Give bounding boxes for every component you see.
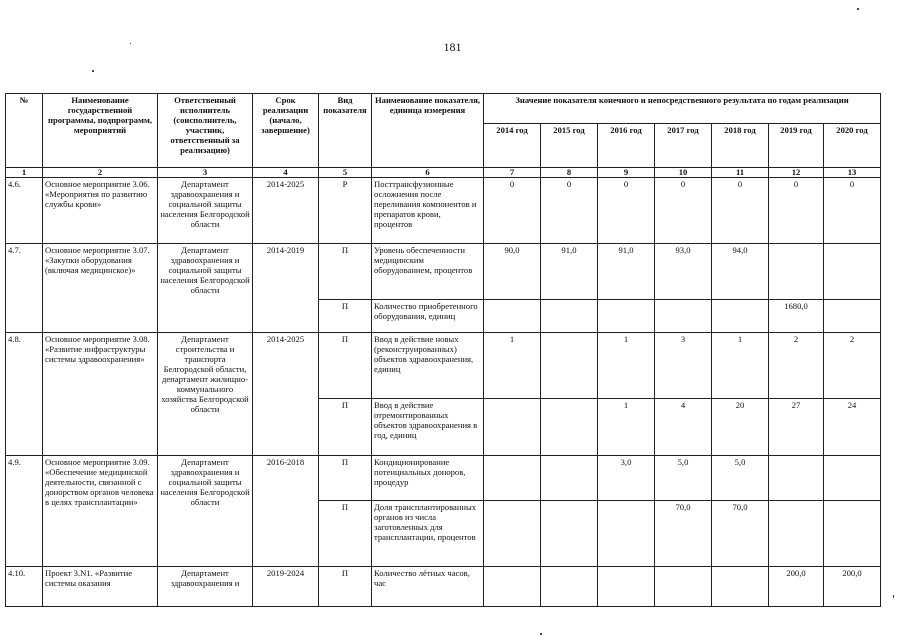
col-number: 5 xyxy=(319,168,372,178)
row-value: 90,0 xyxy=(484,244,541,300)
row-value: 0 xyxy=(541,178,598,244)
row-value: 1680,0 xyxy=(769,300,824,333)
row-indicator: Кондиционирование потенциальных доноров, процедур xyxy=(372,456,484,501)
row-executor: Департамент здравоохранения и социальной защиты населения Белгородской области xyxy=(158,178,253,244)
header-row xyxy=(6,94,881,124)
row-value xyxy=(655,300,712,333)
row-num: 4.9. xyxy=(6,456,43,567)
row-value: 20 xyxy=(712,399,769,456)
row-value: 0 xyxy=(484,178,541,244)
row-value: 2 xyxy=(769,333,824,399)
col-number: 9 xyxy=(598,168,655,178)
col-number: 10 xyxy=(655,168,712,178)
indicator-table xyxy=(5,93,881,607)
row-indicator: Количество лётных часов, час xyxy=(372,567,484,607)
row-term: 2019-2024 xyxy=(253,567,319,607)
row-value: 200,0 xyxy=(769,567,824,607)
row-term: 2014-2025 xyxy=(253,333,319,456)
row-value: 0 xyxy=(824,178,881,244)
row-value: 1 xyxy=(598,399,655,456)
row-term: 2014-2025 xyxy=(253,178,319,244)
row-name: Основное мероприятие 3.08. «Развитие инфраструктуры системы здравоохранения» xyxy=(43,333,158,456)
header-term: Срок реализации (начало, завершение) xyxy=(253,94,319,168)
row-kind: П xyxy=(319,244,372,300)
row-term: 2014-2019 xyxy=(253,244,319,333)
row-value xyxy=(541,501,598,567)
row-value xyxy=(541,456,598,501)
row-kind: П xyxy=(319,567,372,607)
row-indicator: Ввод в действие новых (реконструированных) объектов здравоохранения, единиц xyxy=(372,333,484,399)
row-value: 1 xyxy=(484,333,541,399)
row-value: 2 xyxy=(824,333,881,399)
row-value xyxy=(824,501,881,567)
row-value: 4 xyxy=(655,399,712,456)
row-value xyxy=(712,300,769,333)
col-number: 3 xyxy=(158,168,253,178)
row-kind: П xyxy=(319,501,372,567)
scan-speck xyxy=(540,633,542,635)
row-executor: Департамент здравоохранения и социальной защиты населения Белгородской области xyxy=(158,244,253,333)
table-row xyxy=(6,178,881,244)
col-number: 11 xyxy=(712,168,769,178)
row-num: 4.10. xyxy=(6,567,43,607)
row-value xyxy=(484,567,541,607)
row-value: 70,0 xyxy=(712,501,769,567)
row-value: 27 xyxy=(769,399,824,456)
row-value xyxy=(655,567,712,607)
row-value xyxy=(541,567,598,607)
header-name: Наименование государственной программы, подпрограмм, мероприятий xyxy=(43,94,158,168)
table-row xyxy=(6,456,881,501)
col-number: 8 xyxy=(541,168,598,178)
row-value xyxy=(484,456,541,501)
row-value: 1 xyxy=(598,333,655,399)
scan-speck xyxy=(92,70,94,72)
row-value xyxy=(824,300,881,333)
row-value xyxy=(769,501,824,567)
header-year: 2015 год xyxy=(541,124,598,168)
header-executor: Ответственный исполнитель (соисполнитель, участник, ответственный за реализацию) xyxy=(158,94,253,168)
row-executor: Департамент здравоохранения и социальной защиты населения Белгородской области xyxy=(158,456,253,567)
row-kind: Р xyxy=(319,178,372,244)
header-values: Значение показателя конечного и непосредственного результата по годам реализации xyxy=(484,94,881,124)
row-value xyxy=(541,300,598,333)
header-year: 2020 год xyxy=(824,124,881,168)
scan-speck xyxy=(130,43,131,44)
row-value: 91,0 xyxy=(598,244,655,300)
header-year: 2014 год xyxy=(484,124,541,168)
header-year: 2019 год xyxy=(769,124,824,168)
row-executor: Департамент строительства и транспорта Белгородской области, департамент жилищно-коммунального хозяйства Белгородской области xyxy=(158,333,253,456)
header-year: 2017 год xyxy=(655,124,712,168)
row-value xyxy=(484,300,541,333)
row-value xyxy=(484,501,541,567)
table-row xyxy=(6,244,881,300)
row-value: 3 xyxy=(655,333,712,399)
col-number: 13 xyxy=(824,168,881,178)
row-value: 200,0 xyxy=(824,567,881,607)
col-number: 1 xyxy=(6,168,43,178)
row-name: Основное мероприятие 3.06. «Мероприятия по развитию службы крови» xyxy=(43,178,158,244)
row-name: Основное мероприятие 3.07. «Закупки оборудования (включая медицинское)» xyxy=(43,244,158,333)
row-indicator: Количество приобретенного оборудования, единиц xyxy=(372,300,484,333)
row-value xyxy=(541,333,598,399)
table-row xyxy=(6,333,881,399)
row-value xyxy=(598,567,655,607)
row-num: 4.8. xyxy=(6,333,43,456)
header-kind: Вид показателя xyxy=(319,94,372,168)
row-kind: П xyxy=(319,399,372,456)
col-number: 12 xyxy=(769,168,824,178)
row-value xyxy=(769,456,824,501)
row-value: 24 xyxy=(824,399,881,456)
row-value: 0 xyxy=(769,178,824,244)
row-value: 70,0 xyxy=(655,501,712,567)
row-indicator: Доля трансплантированных органов из числа заготовленных для трансплантации, процентов xyxy=(372,501,484,567)
row-indicator: Посттрансфузионные осложнения после переливания компонентов и препаратов крови, процентов xyxy=(372,178,484,244)
row-value xyxy=(824,456,881,501)
row-value: 91,0 xyxy=(541,244,598,300)
row-value xyxy=(484,399,541,456)
col-number: 4 xyxy=(253,168,319,178)
row-value: 5,0 xyxy=(712,456,769,501)
header-indicator: Наименование показателя, единица измерения xyxy=(372,94,484,168)
row-kind: П xyxy=(319,300,372,333)
header-num: № xyxy=(6,94,43,168)
row-value xyxy=(598,501,655,567)
row-value: 3,0 xyxy=(598,456,655,501)
header-year: 2018 год xyxy=(712,124,769,168)
row-value xyxy=(769,244,824,300)
row-kind: П xyxy=(319,333,372,399)
scan-speck xyxy=(893,595,894,598)
row-kind: П xyxy=(319,456,372,501)
row-num: 4.7. xyxy=(6,244,43,333)
row-value: 5,0 xyxy=(655,456,712,501)
column-number-row xyxy=(6,168,881,178)
header-year: 2016 год xyxy=(598,124,655,168)
row-indicator: Ввод в действие отремонтированных объектов здравоохранения в год, единиц xyxy=(372,399,484,456)
col-number: 7 xyxy=(484,168,541,178)
row-name: Проект 3.N1. «Развитие системы оказания xyxy=(43,567,158,607)
row-value xyxy=(712,567,769,607)
scan-speck xyxy=(857,8,859,10)
row-indicator: Уровень обеспеченности медицинским оборудованием, процентов xyxy=(372,244,484,300)
col-number: 2 xyxy=(43,168,158,178)
row-value: 0 xyxy=(712,178,769,244)
row-executor: Департамент здравоохранения и xyxy=(158,567,253,607)
row-value xyxy=(824,244,881,300)
row-term: 2016-2018 xyxy=(253,456,319,567)
row-value: 1 xyxy=(712,333,769,399)
table-row xyxy=(6,567,881,607)
row-value xyxy=(541,399,598,456)
row-value xyxy=(598,300,655,333)
row-name: Основное мероприятие 3.09. «Обеспечение медицинской деятельности, связанной с донорством органов человека в целях трансплантации» xyxy=(43,456,158,567)
page-number: 181 xyxy=(443,40,462,54)
row-num: 4.6. xyxy=(6,178,43,244)
row-value: 0 xyxy=(655,178,712,244)
row-value: 0 xyxy=(598,178,655,244)
row-value: 94,0 xyxy=(712,244,769,300)
row-value: 93,0 xyxy=(655,244,712,300)
col-number: 6 xyxy=(372,168,484,178)
